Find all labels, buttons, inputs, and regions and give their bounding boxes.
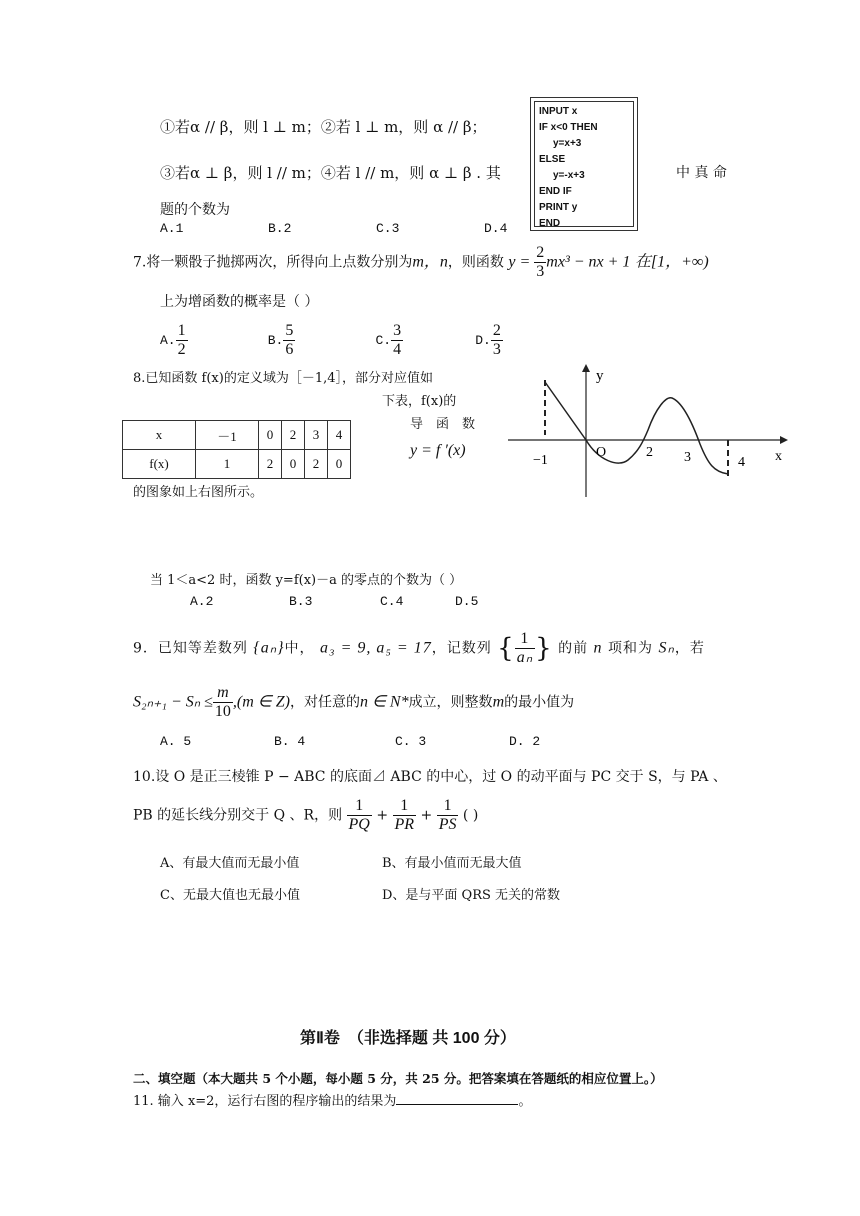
q7-option-b-frac: $\frac{5}{6}$ bbox=[285, 322, 294, 358]
q9-condition: a₃ = 9, a₅ = 17 bbox=[320, 639, 432, 657]
q6-option-b: B.2 bbox=[268, 221, 292, 236]
q7-stem bbox=[133, 244, 709, 281]
q8-question: 当 1＜a<2 时，函数 y=f(x)－a 的零点的个数为（ ） bbox=[150, 573, 463, 588]
tick-label: 4 bbox=[738, 455, 745, 470]
function-value-table bbox=[122, 420, 351, 479]
q9-line1: 9．已知等差数列 {aₙ}中， a₃ = 9, a₅ = 17，记数列 { $\frac{1}{\text{aₙ}}$ } 的前 n 项和为 Sₙ，若 bbox=[133, 630, 705, 666]
code-line: END bbox=[539, 218, 561, 229]
q6-option-c: C.3 bbox=[376, 221, 400, 236]
q7-option-c-frac: $\frac{3}{4}$ bbox=[393, 322, 402, 358]
q8-option-a: A.2 bbox=[190, 594, 214, 609]
code-line: INPUT x bbox=[539, 106, 578, 117]
q7-fraction-2-3: $\frac{2}{3}$ bbox=[536, 244, 545, 280]
q9-option-b: B. 4 bbox=[274, 734, 306, 749]
q7-domain: 在[1，+∞) bbox=[634, 253, 709, 271]
q7-options: A. $\frac{1}{2}$ B. $\frac{5}{6}$ C. $\frac{3}{4}$ D. $\frac{2}{3}$ bbox=[160, 322, 501, 358]
q9-sequence-an: {aₙ} bbox=[253, 639, 285, 657]
q7-func: y = bbox=[508, 253, 535, 271]
q6-line2-tail: 中 真 命 bbox=[676, 165, 727, 181]
code-line: PRINT y bbox=[539, 202, 578, 213]
x-axis-arrow bbox=[780, 436, 788, 444]
q10-fraction-1-pr: $\frac{1}{PR}$ bbox=[394, 797, 415, 833]
origin-label: O bbox=[596, 445, 607, 460]
q8-line1: 8.已知函数 f(x)的定义域为［－1,4］，部分对应值如 bbox=[133, 371, 433, 386]
q9-option-a: A. 5 bbox=[160, 734, 192, 749]
q10-option-c: C、无最大值也无最小值 bbox=[160, 888, 300, 903]
derivative-curve bbox=[545, 382, 728, 474]
q10-fraction-1-ps: $\frac{1}{PS}$ bbox=[438, 797, 457, 833]
q9-option-c: C. 3 bbox=[395, 734, 427, 749]
q9-option-d: D. 2 bbox=[509, 734, 541, 749]
q8-after-table: 的图象如上右图所示。 bbox=[133, 485, 264, 500]
q6-line2: ③若α ⊥ β，则 l // m；④若 l // m，则 α ⊥ β . 其 bbox=[160, 164, 501, 182]
code-line: y=-x+3 bbox=[553, 170, 585, 181]
q10-line2: PB 的延长线分别交于 Q 、R，则 $\frac{1}{PQ}$ + $\frac{1}{PR}$ + $\frac{1}{PS}$ ( ) bbox=[133, 797, 479, 833]
q10-option-d: D、是与平面 QRS 无关的常数 bbox=[382, 888, 561, 903]
q7-option-a-frac: $\frac{1}{2}$ bbox=[177, 322, 186, 358]
q7-option-d-frac: $\frac{2}{3}$ bbox=[492, 322, 501, 358]
q6-option-a: A.1 bbox=[160, 221, 184, 236]
part2-title: 第Ⅱ卷 （非选择题 共 100 分） bbox=[300, 1030, 516, 1047]
q8-option-b: B.3 bbox=[289, 594, 313, 609]
q9-line2: S₂ₙ₊₁ − Sₙ ≤ $\frac{m}{10}$ ,(m ∈ Z)，对任意的n ∈ N*成立，则整数m的最小值为 bbox=[133, 684, 575, 720]
answer-blank bbox=[396, 1090, 518, 1105]
code-line: y=x+3 bbox=[553, 138, 582, 149]
y-axis-arrow bbox=[582, 364, 590, 372]
table-row: f(x) 1 2 0 2 0 bbox=[123, 450, 351, 479]
q8-option-c: C.4 bbox=[380, 594, 404, 609]
derivative-graph bbox=[500, 360, 800, 505]
q7-mn: m，n bbox=[412, 253, 448, 271]
code-line: IF x<0 THEN bbox=[539, 122, 598, 133]
tick-label: 3 bbox=[684, 450, 691, 465]
q10-fraction-1-pq: $\frac{1}{PQ}$ bbox=[348, 797, 370, 833]
q9-inequality: S₂ₙ₊₁ − Sₙ ≤ bbox=[133, 693, 213, 711]
code-line: END IF bbox=[539, 186, 572, 197]
q11: 11. 输入 x=2，运行右图的程序输出的结果为 。 bbox=[133, 1090, 531, 1109]
q6-line1: ①若α // β，则 l ⊥ m；②若 l ⊥ m，则 α // β； bbox=[160, 118, 487, 136]
tick-label: −1 bbox=[533, 453, 548, 468]
tick-label: 2 bbox=[646, 445, 653, 460]
q6-option-d: D.4 bbox=[484, 221, 508, 236]
q7-stem-a: 7.将一颗骰子抛掷两次，所得向上点数分别为 bbox=[133, 254, 413, 271]
q9-fraction-1-an: $\frac{1}{\text{aₙ}}$ bbox=[516, 630, 534, 666]
q10-option-a: A、有最大值而无最小值 bbox=[160, 856, 300, 871]
program-code-box bbox=[530, 97, 638, 231]
q7-func-tail: mx³ − nx + 1 bbox=[546, 253, 631, 271]
q8-line2: 下表，f(x)的 bbox=[382, 394, 457, 409]
q8-line3: 导 函 数 bbox=[410, 417, 476, 432]
q10-option-b: B、有最小值而无最大值 bbox=[382, 856, 522, 871]
y-axis-label: y bbox=[596, 368, 604, 384]
q8-derivative: y = f ′(x) bbox=[410, 442, 466, 459]
q10-line1: 10.设 O 是正三棱锥 P − ABC 的底面⊿ ABC 的中心，过 O 的动平面与 PC 交于 S，与 PA 、 bbox=[133, 769, 727, 785]
section2-heading: 二、填空题（本大题共 5 个小题，每小题 5 分，共 25 分。把答案填在答题纸的相应位置上。） bbox=[133, 1071, 663, 1086]
q7-stem-b: ，则函数 bbox=[447, 254, 504, 271]
x-axis-label: x bbox=[775, 449, 782, 464]
q7-line2: 上为增函数的概率是（ ） bbox=[160, 294, 319, 310]
q6-line3: 题的个数为 bbox=[160, 202, 230, 218]
q8-option-d: D.5 bbox=[455, 594, 479, 609]
code-line: ELSE bbox=[539, 154, 566, 165]
q9-fraction-m-10: $\frac{m}{10}$ bbox=[214, 684, 231, 720]
table-row: x －1 0 2 3 4 bbox=[123, 421, 351, 450]
